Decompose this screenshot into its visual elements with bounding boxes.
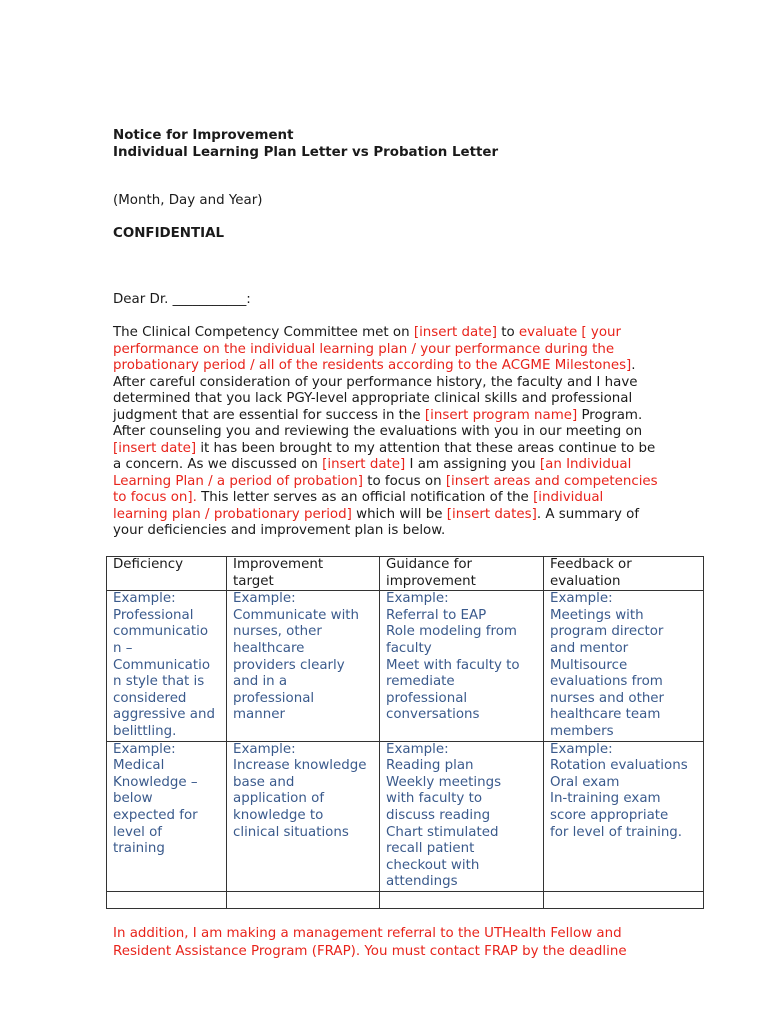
body-line: Learning Plan / a period of probation] to focus on [insert areas and competencies bbox=[113, 473, 658, 489]
empty-cell bbox=[227, 891, 380, 908]
table-row bbox=[107, 591, 704, 741]
table-empty-row bbox=[107, 891, 704, 908]
notice-title: Notice for Improvement bbox=[113, 128, 294, 143]
empty-cell bbox=[107, 891, 227, 908]
body-line: a concern. As we discussed on [insert date] I am assigning you [an Individual bbox=[113, 457, 632, 472]
body-line: The Clinical Competency Committee met on [insert date] to evaluate [ your bbox=[113, 325, 622, 340]
body-line: [insert date] it has been brought to my attention that these areas continue to be bbox=[113, 440, 656, 456]
body-paragraph bbox=[113, 325, 693, 540]
improvement-plan-table bbox=[106, 556, 704, 909]
empty-cell bbox=[544, 891, 704, 908]
body-line: After counseling you and reviewing the evaluations with you in our meeting on bbox=[113, 424, 643, 439]
header-improvement-target: Improvement target bbox=[227, 557, 380, 591]
body-line: judgment that are essential for success in the [insert program name] Program. bbox=[113, 407, 643, 423]
feedback-cell: Example: Rotation evaluations Oral exam In-training exam score appropriate for level of training. bbox=[544, 741, 704, 891]
feedback-cell: Example: Meetings with program director and mentor Multisource evaluations from nurses and other healthcare team members bbox=[544, 591, 704, 741]
deficiency-cell: Example: Medical Knowledge – below expected for level of training bbox=[107, 741, 227, 891]
improvement-target-cell: Example: Communicate with nurses, other healthcare providers clearly and in a professional manner bbox=[227, 591, 380, 741]
letter-type-title: Individual Learning Plan Letter vs Probation Letter bbox=[113, 145, 499, 160]
date-placeholder: (Month, Day and Year) bbox=[113, 193, 263, 208]
header-guidance: Guidance for improvement bbox=[380, 557, 544, 591]
confidential-label: CONFIDENTIAL bbox=[113, 226, 225, 241]
body-line: determined that you lack PGY-level appropriate clinical skills and professional bbox=[113, 391, 633, 406]
footer-line: In addition, I am making a management referral to the UTHealth Fellow and bbox=[113, 926, 622, 941]
body-line: After careful consideration of your performance history, the faculty and I have bbox=[113, 374, 638, 390]
header-deficiency: Deficiency bbox=[107, 557, 227, 591]
body-line: probationary period / all of the residents according to the ACGME Milestones]. bbox=[113, 358, 636, 373]
improvement-target-cell: Example: Increase knowledge base and application of knowledge to clinical situations bbox=[227, 741, 380, 891]
header-feedback: Feedback or evaluation bbox=[544, 557, 704, 591]
guidance-cell: Example: Referral to EAP Role modeling from faculty Meet with faculty to remediate professional conversations bbox=[380, 591, 544, 741]
frap-referral-paragraph bbox=[113, 925, 627, 961]
guidance-cell: Example: Reading plan Weekly meetings with faculty to discuss reading Chart stimulated recall patient checkout with attendings bbox=[380, 741, 544, 891]
body-line: your deficiencies and improvement plan is below. bbox=[113, 523, 446, 538]
deficiency-cell: Example: Professional communicatio n – Communicatio n style that is considered aggressive and belittling. bbox=[107, 591, 227, 741]
empty-cell bbox=[380, 891, 544, 908]
footer-line: Resident Assistance Program (FRAP). You must contact FRAP by the deadline bbox=[113, 944, 627, 959]
table-row bbox=[107, 741, 704, 891]
table-header-row bbox=[107, 557, 704, 591]
body-line: to focus on]. This letter serves as an official notification of the [individual bbox=[113, 490, 604, 505]
body-line: performance on the individual learning plan / your performance during the bbox=[113, 341, 615, 357]
body-line: learning plan / probationary period] which will be [insert dates]. A summary of bbox=[113, 506, 640, 522]
salutation: Dear Dr. ___________: bbox=[113, 292, 251, 307]
